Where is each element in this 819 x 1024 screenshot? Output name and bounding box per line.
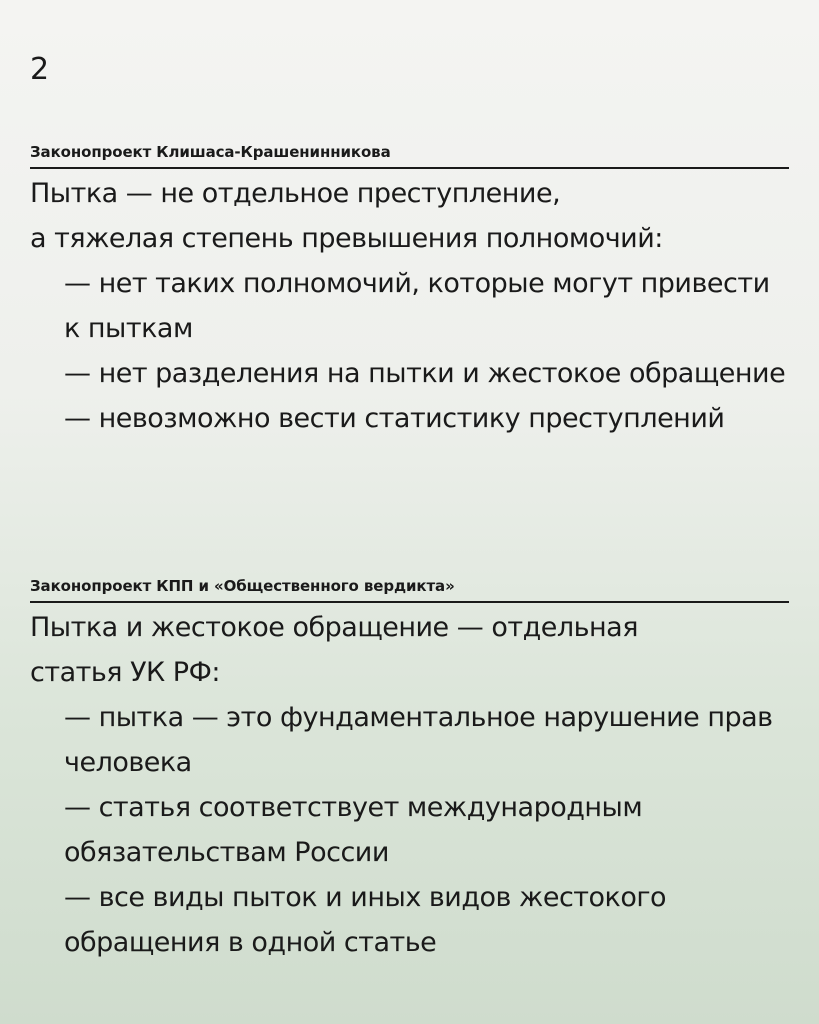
bullet-item: — невозможно вести статистику преступлений — [64, 403, 725, 434]
section-label: Законопроект Клишаса-Крашенинникова — [30, 141, 789, 169]
bullet-item: — нет разделения на пытки и жестокое обращение — [64, 358, 786, 389]
bullet-item: — пытка — это фундаментальное нарушение прав человека — [64, 702, 773, 778]
section-kpp-bill — [30, 575, 789, 965]
lead-line: Пытка и жестокое обращение — отдельная — [30, 612, 638, 643]
bullet-item: — нет таких полномочий, которые могут привести к пыткам — [64, 268, 770, 344]
bullet-list — [30, 261, 789, 441]
section-text — [30, 605, 789, 965]
page-number: 2 — [30, 52, 50, 87]
section-label: Законопроект КПП и «Общественного вердикта» — [30, 575, 789, 603]
lead-line: а тяжелая степень превышения полномочий: — [30, 223, 663, 254]
section-text — [30, 171, 789, 441]
bullet-list — [30, 695, 789, 965]
section-klishas-bill — [30, 141, 789, 441]
lead-line: Пытка — не отдельное преступление, — [30, 178, 561, 209]
bullet-item: — статья соответствует международным обязательствам России — [64, 792, 643, 868]
bullet-item: — все виды пыток и иных видов жестокого обращения в одной статье — [64, 882, 667, 958]
lead-line: статья УК РФ: — [30, 657, 220, 688]
